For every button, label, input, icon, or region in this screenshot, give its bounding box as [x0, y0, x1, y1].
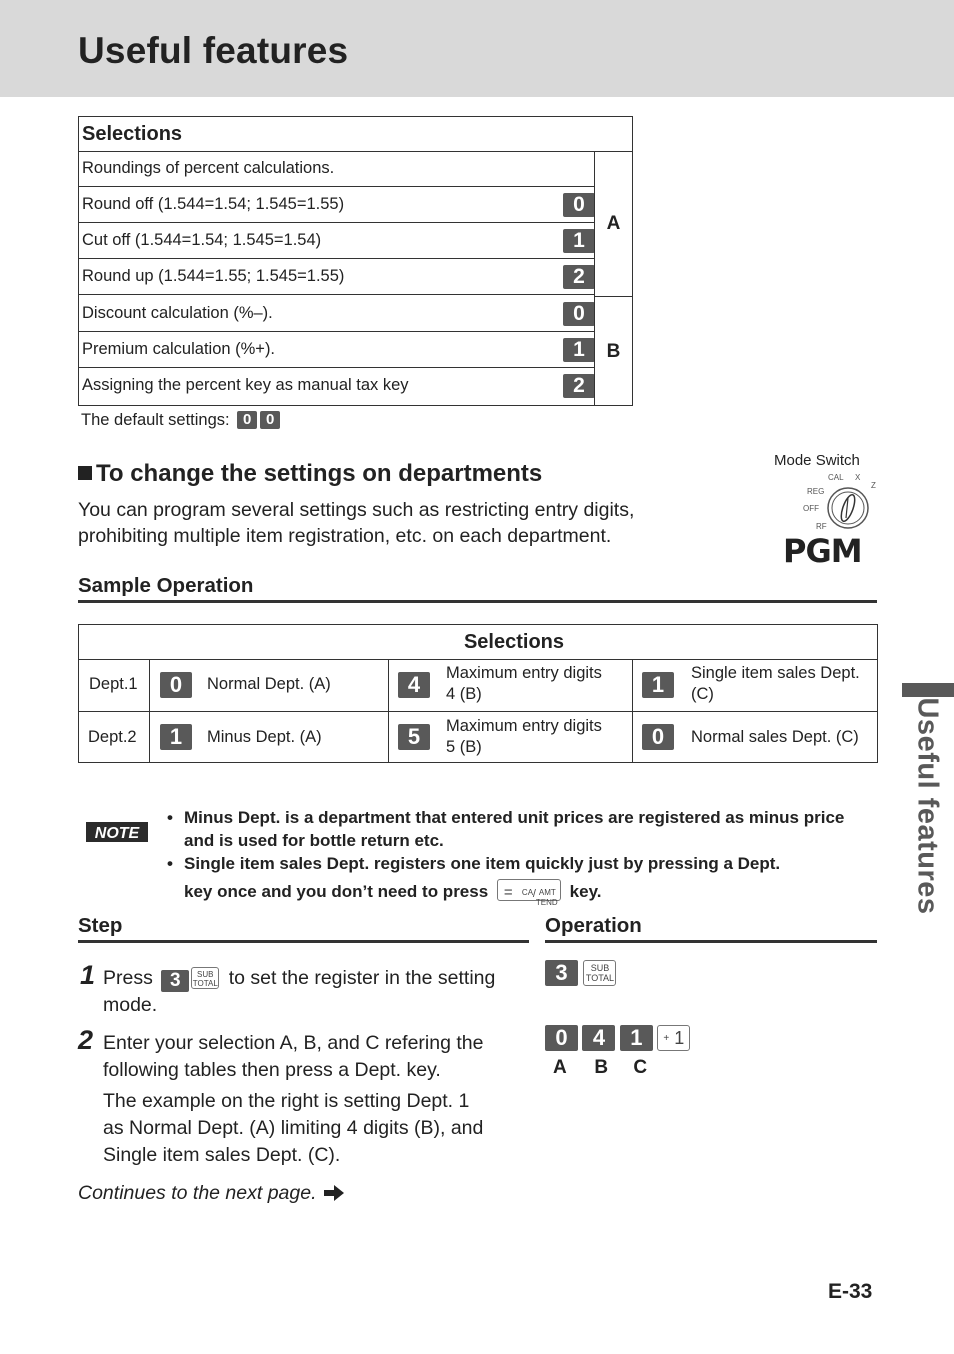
divider	[78, 600, 877, 603]
step-2-text	[103, 1030, 533, 1084]
continues-note	[78, 1182, 344, 1207]
key-icon: 0	[642, 724, 674, 750]
key-glyph: CA	[521, 888, 534, 897]
key-icon: 1	[642, 672, 674, 698]
key-icon: 0	[260, 411, 280, 429]
note-badge-text: NOTE	[94, 825, 140, 842]
svg-text:Z: Z	[871, 481, 876, 490]
note-text: Single item sales Dept. registers one item quickly just by pressing a Dept.	[184, 854, 781, 873]
mode-switch-icon	[800, 470, 880, 532]
bullet-icon: •	[167, 854, 173, 873]
sample-operation-title: Sample Operation	[78, 574, 254, 597]
step-number: 1	[80, 960, 96, 990]
operation-1-keys	[545, 960, 616, 986]
default-settings-label: The default settings:	[81, 411, 230, 429]
selection-label: B	[594, 1057, 609, 1078]
row-label: Round up (1.544=1.55; 1.545=1.55)	[82, 267, 345, 285]
page-title: Useful features	[78, 30, 349, 71]
group-label-b: B	[606, 341, 621, 362]
selection-text: Normal sales Dept. (C)	[691, 728, 859, 746]
mode-switch-label: Mode Switch	[774, 452, 860, 469]
svg-text:RF: RF	[816, 522, 827, 531]
step-text: The example on the right is setting Dept. 1	[103, 1090, 470, 1112]
dept-label: Dept.2	[88, 728, 137, 746]
key-glyph: SUB	[590, 963, 610, 973]
selection-line: Maximum entry digits	[446, 664, 602, 682]
section-intro: You can program several settings such as restricting entry digits, prohibiting multiple item registration, etc. on each department.	[78, 499, 635, 547]
svg-text:OFF: OFF	[803, 504, 819, 513]
key-icon: 0	[545, 1025, 578, 1051]
list-item-continued	[184, 879, 884, 907]
page-number: E-33	[828, 1280, 873, 1303]
selection-line: Single item sales Dept.	[691, 664, 860, 682]
page-header	[0, 0, 954, 97]
dept-label: Dept.1	[89, 675, 138, 693]
table-row	[79, 296, 594, 332]
key-icon: 1	[160, 724, 192, 750]
table-row	[79, 368, 594, 405]
column-divider	[388, 659, 389, 762]
key-glyph: /	[532, 888, 536, 900]
step-text: Press	[103, 967, 153, 989]
section-title-text: To change the settings on departments	[96, 460, 543, 487]
side-tab-label: Useful features	[911, 697, 944, 915]
key-glyph: AMT	[538, 888, 556, 897]
row-label: Discount calculation (%–).	[82, 304, 273, 322]
step-text: following tables then press a Dept. key.	[103, 1059, 441, 1081]
selection-text: Normal Dept. (A)	[207, 675, 331, 693]
key-icon: 2	[563, 265, 595, 289]
dept-key-icon	[657, 1025, 690, 1051]
key-glyph: TEND	[535, 898, 558, 907]
table-header-label: Selections	[463, 631, 565, 653]
key-icon: 3	[161, 970, 189, 992]
side-tab-marker	[902, 683, 954, 697]
selection-text: Minus Dept. (A)	[207, 728, 322, 746]
operation-column-title: Operation	[545, 914, 642, 937]
table-header	[79, 117, 632, 152]
selection-text	[446, 663, 602, 705]
selection-line: (C)	[691, 685, 714, 703]
percent-selections-table	[78, 116, 633, 406]
key-icon: 1	[563, 229, 595, 253]
table-row	[79, 151, 594, 187]
table-header	[79, 625, 877, 660]
group-divider	[595, 296, 632, 297]
key-glyph: TOTAL	[585, 973, 615, 983]
key-glyph: TOTAL	[192, 979, 218, 988]
row-label: Assigning the percent key as manual tax key	[82, 376, 409, 394]
key-icon: 1	[563, 338, 595, 362]
subtotal-key-icon	[583, 960, 616, 986]
key-glyph: =	[503, 884, 513, 901]
square-bullet-icon	[78, 466, 92, 480]
key-glyph: 1	[674, 1028, 685, 1048]
note-text: key.	[569, 882, 602, 901]
svg-text:REG: REG	[807, 487, 825, 496]
key-icon: 4	[582, 1025, 615, 1051]
selection-line: 4 (B)	[446, 685, 482, 703]
key-icon: 0	[160, 672, 192, 698]
arrow-right-icon	[324, 1184, 344, 1207]
table-row	[79, 187, 594, 223]
step-column-title: Step	[78, 914, 123, 937]
key-icon: 5	[398, 724, 430, 750]
step-number: 2	[78, 1025, 94, 1055]
default-settings	[81, 411, 280, 430]
table-row	[79, 332, 594, 368]
step-text: to set the register in the setting	[228, 967, 496, 989]
key-icon: 0	[563, 193, 595, 217]
row-label: Cut off (1.544=1.54; 1.545=1.54)	[82, 231, 322, 249]
table-header-label: Selections	[82, 123, 183, 145]
row-label: Round off (1.544=1.54; 1.545=1.55)	[82, 195, 345, 213]
key-glyph: +	[663, 1033, 670, 1044]
key-glyph: SUB	[197, 970, 214, 979]
row-label: Premium calculation (%+).	[82, 340, 276, 358]
continues-text: Continues to the next page.	[78, 1182, 317, 1204]
step-text: Enter your selection A, B, and C refering the	[103, 1032, 484, 1054]
key-icon: 0	[563, 302, 595, 326]
column-divider	[594, 151, 595, 405]
table-row	[79, 259, 594, 295]
svg-text:CAL: CAL	[828, 473, 844, 482]
operation-2-labels	[553, 1057, 647, 1079]
note-icon	[84, 818, 148, 846]
table-row	[79, 223, 594, 259]
selection-text	[446, 716, 602, 758]
note-text: Minus Dept. is a department that entered unit prices are registered as minus price and is used for bottle return etc.	[184, 808, 845, 850]
divider	[78, 940, 529, 943]
step-2-example	[103, 1088, 533, 1169]
row-label: Roundings of percent calculations.	[82, 159, 335, 177]
svg-text:X: X	[855, 473, 861, 482]
group-label-a: A	[606, 213, 621, 234]
section-title	[78, 460, 542, 488]
row-divider	[79, 711, 877, 712]
step-text: Single item sales Dept. (C).	[103, 1144, 341, 1166]
subtotal-key-icon	[191, 967, 219, 989]
key-icon: 1	[620, 1025, 653, 1051]
selection-label: A	[553, 1057, 567, 1078]
step-text: as Normal Dept. (A) limiting 4 digits (B), and	[103, 1117, 484, 1139]
selection-line: 5 (B)	[446, 738, 482, 756]
selection-label: C	[633, 1057, 648, 1078]
department-selections-table	[78, 624, 878, 763]
key-icon: 2	[563, 374, 595, 398]
step-text: mode.	[103, 994, 158, 1016]
step-1-text	[103, 965, 533, 1019]
divider	[545, 940, 877, 943]
selection-line: Maximum entry digits	[446, 717, 602, 735]
ca-amt-tend-key-icon	[497, 879, 561, 907]
selection-text	[691, 663, 860, 705]
column-divider	[149, 659, 150, 762]
key-icon: 4	[398, 672, 430, 698]
mode-pgm-label: PGM	[783, 532, 862, 570]
note-text: key once and you don’t need to press	[184, 882, 489, 901]
column-divider	[632, 659, 633, 762]
key-icon: 0	[237, 411, 257, 429]
operation-2-keys	[545, 1025, 690, 1051]
key-icon: 3	[545, 960, 578, 986]
bullet-icon: •	[167, 808, 173, 827]
